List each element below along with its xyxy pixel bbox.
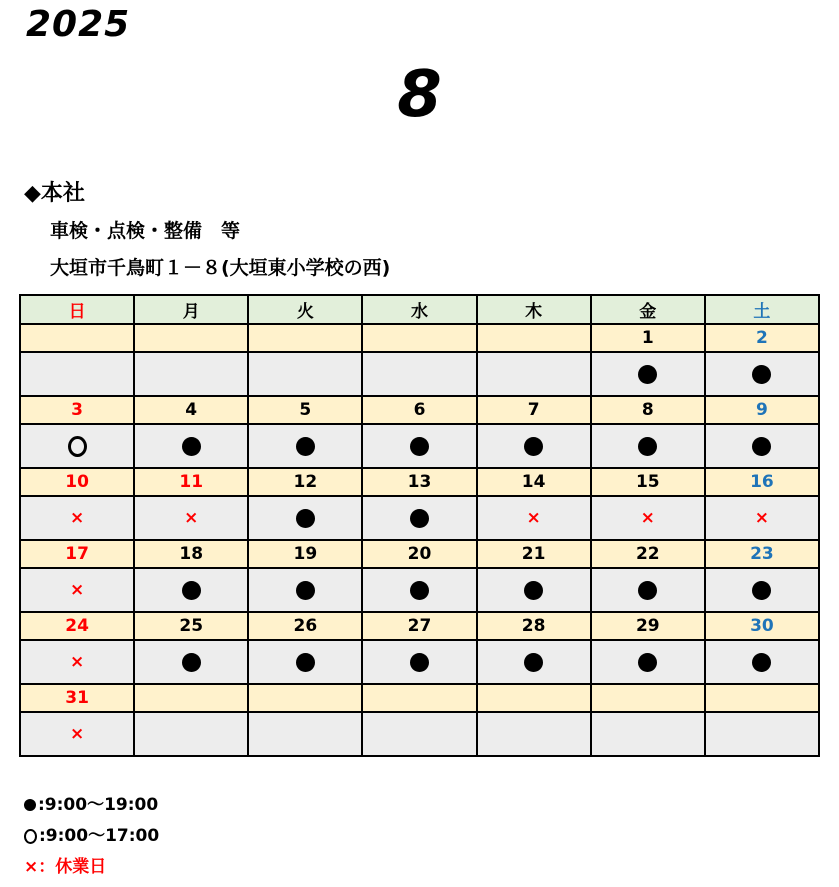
- filled-dot-icon: [752, 653, 771, 672]
- date-cell: 11: [134, 468, 248, 496]
- date-row: [20, 324, 819, 352]
- date-row: [20, 684, 819, 712]
- date-cell: 8: [591, 396, 705, 424]
- date-cell: 19: [248, 540, 362, 568]
- hours-cell: [591, 496, 705, 540]
- date-cell: 15: [591, 468, 705, 496]
- hours-cell: [362, 712, 476, 756]
- hours-cell: [362, 352, 476, 396]
- filled-dot-icon: [182, 581, 201, 600]
- hours-cell: [591, 424, 705, 468]
- weekday-header: 日: [20, 295, 134, 324]
- filled-dot-icon: [752, 437, 771, 456]
- hours-cell: [591, 640, 705, 684]
- date-cell: 14: [477, 468, 591, 496]
- hours-cell: [477, 712, 591, 756]
- office-services: 車検・点検・整備 等: [50, 220, 241, 242]
- closed-cross-icon: ×: [69, 508, 85, 528]
- date-cell: 7: [477, 396, 591, 424]
- date-cell: [362, 684, 476, 712]
- hours-cell: [134, 712, 248, 756]
- hours-cell: [248, 568, 362, 612]
- hours-cell: [591, 712, 705, 756]
- open-circle-icon: [68, 436, 87, 457]
- hours-cell: [705, 712, 819, 756]
- office-title: ◆本社: [24, 181, 85, 206]
- hours-cell: [20, 712, 134, 756]
- filled-dot-icon: [410, 509, 429, 528]
- closed-cross-icon: ×: [69, 580, 85, 600]
- filled-dot-icon: [752, 581, 771, 600]
- hours-cell: [705, 640, 819, 684]
- weekday-header: 月: [134, 295, 248, 324]
- date-cell: [477, 684, 591, 712]
- date-cell: [248, 324, 362, 352]
- hours-cell: [362, 640, 476, 684]
- date-cell: [591, 684, 705, 712]
- hours-cell: [362, 568, 476, 612]
- filled-dot-icon: [410, 653, 429, 672]
- hours-cell: [705, 424, 819, 468]
- date-row: [20, 540, 819, 568]
- hours-cell: [705, 496, 819, 540]
- date-cell: 18: [134, 540, 248, 568]
- date-cell: 29: [591, 612, 705, 640]
- filled-dot-icon: [638, 437, 657, 456]
- date-cell: 13: [362, 468, 476, 496]
- closed-cross-icon: ×: [640, 508, 655, 528]
- legend-closed: ×：休業日: [24, 857, 107, 877]
- date-row: [20, 396, 819, 424]
- hours-cell: [477, 640, 591, 684]
- hours-cell: [248, 712, 362, 756]
- date-cell: 10: [20, 468, 134, 496]
- hours-cell: [134, 424, 248, 468]
- filled-dot-icon: [182, 653, 201, 672]
- office-address: 大垣市千鳥町１－８(大垣東小学校の西): [50, 257, 391, 279]
- hours-cell: [248, 352, 362, 396]
- hours-cell: [134, 568, 248, 612]
- hours-cell: [477, 496, 591, 540]
- legend-full-hours: [24, 790, 158, 815]
- date-cell: [20, 324, 134, 352]
- date-cell: 9: [705, 396, 819, 424]
- hours-row: [20, 568, 819, 612]
- closed-cross-icon: ×: [526, 508, 541, 528]
- hours-cell: [20, 424, 134, 468]
- legend-short-hours-text: :9:00～17:00: [39, 826, 160, 846]
- hours-cell: [248, 496, 362, 540]
- hours-cell: [591, 568, 705, 612]
- filled-dot-icon: [296, 509, 315, 528]
- filled-dot-icon: [296, 653, 315, 672]
- date-cell: 27: [362, 612, 476, 640]
- hours-cell: [20, 496, 134, 540]
- date-cell: [362, 324, 476, 352]
- closed-cross-icon: ×: [69, 724, 85, 744]
- date-cell: [705, 684, 819, 712]
- filled-dot-icon: [524, 581, 543, 600]
- hours-row: [20, 352, 819, 396]
- weekday-header-row: [20, 295, 819, 324]
- hours-row: [20, 424, 819, 468]
- date-cell: 25: [134, 612, 248, 640]
- weekday-header: 水: [362, 295, 476, 324]
- hours-cell: [134, 496, 248, 540]
- hours-cell: [477, 568, 591, 612]
- date-cell: [477, 324, 591, 352]
- date-cell: [134, 324, 248, 352]
- date-cell: 6: [362, 396, 476, 424]
- date-row: [20, 468, 819, 496]
- filled-dot-icon: [524, 653, 543, 672]
- date-row: [20, 612, 819, 640]
- hours-cell: [477, 424, 591, 468]
- closed-cross-icon: ×: [754, 508, 770, 528]
- open-circle-icon: [24, 829, 37, 844]
- hours-row: [20, 640, 819, 684]
- date-cell: 31: [20, 684, 134, 712]
- filled-dot-icon: [638, 653, 657, 672]
- weekday-header: 土: [705, 295, 819, 324]
- filled-dot-icon: [24, 799, 36, 811]
- hours-cell: [248, 424, 362, 468]
- hours-row: [20, 712, 819, 756]
- hours-cell: [20, 568, 134, 612]
- year-label: 2025: [26, 4, 131, 45]
- filled-dot-icon: [410, 581, 429, 600]
- filled-dot-icon: [524, 437, 543, 456]
- hours-cell: [248, 640, 362, 684]
- hours-cell: [362, 424, 476, 468]
- date-cell: [134, 684, 248, 712]
- hours-cell: [20, 352, 134, 396]
- date-cell: 16: [705, 468, 819, 496]
- date-cell: 3: [20, 396, 134, 424]
- filled-dot-icon: [752, 365, 771, 384]
- weekday-header: 金: [591, 295, 705, 324]
- hours-cell: [705, 352, 819, 396]
- closed-cross-icon: ×: [184, 508, 199, 528]
- date-cell: 1: [591, 324, 705, 352]
- date-cell: 12: [248, 468, 362, 496]
- calendar-table: [19, 294, 820, 757]
- date-cell: 2: [705, 324, 819, 352]
- date-cell: 20: [362, 540, 476, 568]
- date-cell: 17: [20, 540, 134, 568]
- date-cell: 28: [477, 612, 591, 640]
- date-cell: 30: [705, 612, 819, 640]
- hours-cell: [134, 640, 248, 684]
- weekday-header: 木: [477, 295, 591, 324]
- date-cell: 24: [20, 612, 134, 640]
- date-cell: 22: [591, 540, 705, 568]
- legend-short-hours: [24, 821, 159, 846]
- filled-dot-icon: [296, 581, 315, 600]
- hours-cell: [20, 640, 134, 684]
- weekday-header: 火: [248, 295, 362, 324]
- hours-row: [20, 496, 819, 540]
- date-cell: [248, 684, 362, 712]
- date-cell: 21: [477, 540, 591, 568]
- filled-dot-icon: [182, 437, 201, 456]
- hours-cell: [477, 352, 591, 396]
- date-cell: 4: [134, 396, 248, 424]
- filled-dot-icon: [638, 581, 657, 600]
- filled-dot-icon: [638, 365, 657, 384]
- month-label: 8: [397, 58, 442, 132]
- hours-cell: [362, 496, 476, 540]
- hours-cell: [134, 352, 248, 396]
- legend-full-hours-text: :9:00～19:00: [38, 795, 159, 815]
- closed-cross-icon: ×: [69, 652, 85, 672]
- date-cell: 5: [248, 396, 362, 424]
- hours-cell: [591, 352, 705, 396]
- filled-dot-icon: [410, 437, 429, 456]
- hours-cell: [705, 568, 819, 612]
- date-cell: 26: [248, 612, 362, 640]
- date-cell: 23: [705, 540, 819, 568]
- filled-dot-icon: [296, 437, 315, 456]
